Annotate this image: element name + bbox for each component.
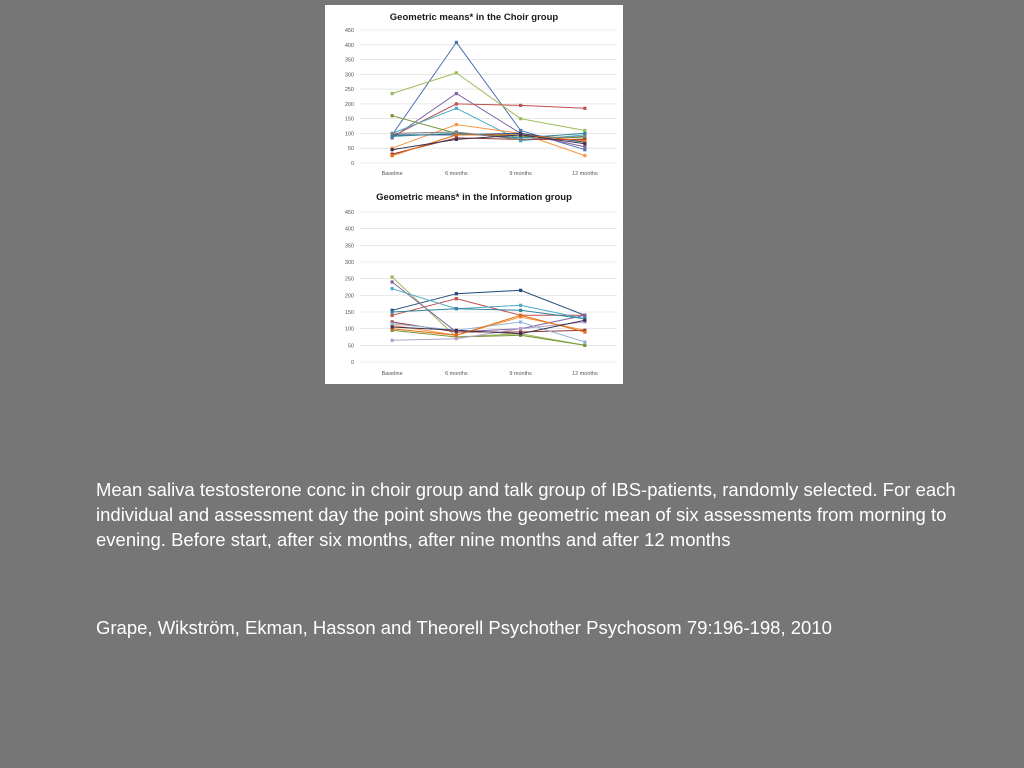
data-point: [583, 142, 586, 145]
data-point: [583, 139, 586, 142]
data-point: [583, 129, 586, 132]
data-point: [455, 130, 458, 133]
x-tick-label: Baseline: [381, 371, 403, 377]
data-point: [391, 322, 394, 325]
data-point: [519, 304, 522, 307]
y-tick-label: 450: [344, 210, 354, 216]
data-point: [583, 319, 586, 322]
charts-svg: [325, 5, 623, 384]
choir-chart-title: Geometric means* in the Choir group: [389, 12, 559, 23]
data-point: [455, 138, 458, 141]
data-point: [391, 154, 394, 157]
x-tick-label: 6 months: [445, 371, 468, 377]
data-point: [391, 275, 394, 278]
series-line: [392, 309, 585, 319]
data-point: [455, 123, 458, 126]
y-tick-label: 250: [344, 276, 354, 283]
data-point: [391, 314, 394, 317]
information-chart-title: Geometric means* in the Information group: [376, 192, 572, 203]
y-tick-label: 250: [344, 87, 354, 94]
data-point: [455, 41, 458, 44]
x-tick-label: 6 months: [445, 171, 468, 177]
data-point: [519, 320, 522, 323]
data-point: [519, 133, 522, 136]
y-tick-label: 350: [344, 243, 354, 250]
data-point: [455, 337, 458, 340]
data-point: [455, 71, 458, 74]
information-chart-series: [391, 275, 587, 347]
y-tick-label: 150: [344, 310, 354, 316]
data-point: [519, 309, 522, 312]
data-point: [583, 107, 586, 110]
data-point: [519, 138, 522, 141]
y-tick-label: 50: [347, 146, 354, 153]
data-point: [455, 107, 458, 110]
data-point: [455, 334, 458, 337]
y-tick-label: 200: [344, 101, 354, 108]
data-point: [519, 327, 522, 330]
data-point: [455, 92, 458, 95]
information-chart-x-ticks: [382, 371, 598, 377]
y-tick-label: 100: [344, 131, 354, 138]
y-tick-label: 300: [344, 260, 354, 266]
data-point: [455, 329, 458, 332]
data-point: [583, 154, 586, 157]
figure-panel: [325, 5, 623, 384]
data-point: [519, 129, 522, 132]
y-tick-label: 400: [344, 226, 354, 233]
choir-chart-series: [391, 41, 587, 157]
choir-chart-x-ticks: [382, 171, 598, 177]
y-tick-label: 100: [344, 326, 354, 333]
choir-chart-y-ticks: [345, 28, 354, 167]
series-line: [392, 104, 585, 136]
data-point: [391, 132, 394, 135]
y-tick-label: 300: [344, 72, 354, 79]
series-line: [392, 277, 585, 345]
data-point: [583, 340, 586, 343]
choir-group-chart: [345, 12, 617, 177]
data-point: [391, 280, 394, 283]
data-point: [583, 145, 586, 148]
data-point: [391, 310, 394, 313]
data-point: [455, 102, 458, 105]
y-tick-label: 50: [347, 343, 354, 350]
data-point: [391, 339, 394, 342]
data-point: [519, 332, 522, 335]
y-tick-label: 200: [344, 293, 354, 300]
series-line: [392, 290, 585, 315]
figure-caption: Mean saliva testosterone conc in choir group and talk group of IBS-patients, randomly selected. For each individual and assessment day the point shows the geometric mean of six assessments from morning to evening. Before start, after six months, after nine months and after 12 months: [96, 479, 956, 550]
data-point: [583, 132, 586, 135]
data-point: [583, 135, 586, 138]
x-tick-label: 12 months: [572, 171, 598, 177]
data-point: [391, 325, 394, 328]
y-tick-label: 0: [350, 161, 354, 167]
data-point: [391, 92, 394, 95]
data-point: [391, 135, 394, 138]
x-tick-label: 9 months: [509, 171, 532, 177]
data-point: [391, 287, 394, 290]
information-chart-y-ticks: [345, 210, 354, 366]
data-point: [519, 289, 522, 292]
y-tick-label: 400: [344, 42, 354, 49]
data-point: [455, 297, 458, 300]
x-tick-label: Baseline: [381, 171, 403, 177]
citation-reference: Grape, Wikström, Ekman, Hasson and Theorell Psychother Psychosom 79:196-198, 2010: [96, 617, 832, 638]
data-point: [583, 330, 586, 333]
data-point: [455, 292, 458, 295]
data-point: [455, 133, 458, 136]
x-tick-label: 12 months: [572, 371, 598, 377]
y-tick-label: 350: [344, 57, 354, 64]
data-point: [519, 117, 522, 120]
x-tick-label: 9 months: [509, 371, 532, 377]
data-point: [519, 314, 522, 317]
data-point: [583, 314, 586, 317]
data-point: [391, 114, 394, 117]
y-tick-label: 450: [344, 28, 354, 34]
information-group-chart: [345, 192, 617, 377]
data-point: [583, 344, 586, 347]
y-tick-label: 150: [344, 116, 354, 123]
data-point: [455, 307, 458, 310]
data-point: [583, 148, 586, 151]
y-tick-label: 0: [350, 360, 354, 366]
data-point: [519, 104, 522, 107]
data-point: [391, 148, 394, 151]
